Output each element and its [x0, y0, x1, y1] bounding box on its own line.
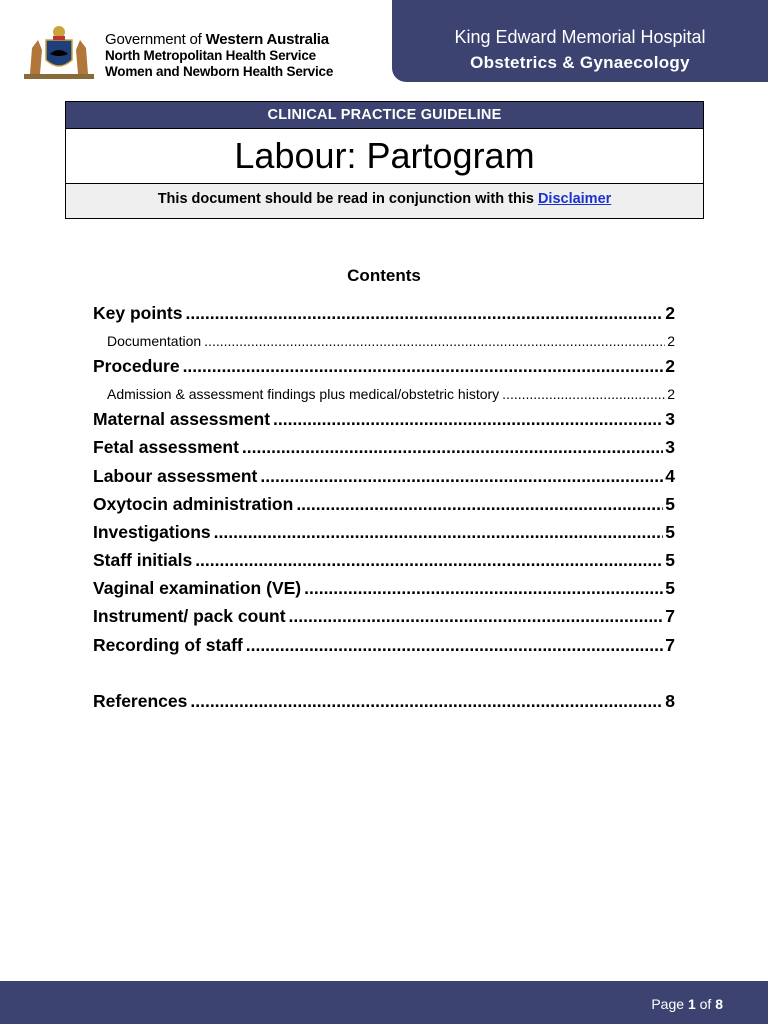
- toc-page-number: 3: [665, 437, 675, 457]
- toc-page-number: 8: [665, 691, 675, 711]
- toc-page-number: 5: [665, 522, 675, 542]
- guideline-category: CLINICAL PRACTICE GUIDELINE: [66, 102, 703, 129]
- department-name: Obstetrics & Gynaecology: [470, 53, 690, 72]
- toc-page-number: 7: [665, 635, 675, 655]
- toc-entry-label: References: [93, 691, 188, 711]
- toc-entry-admission-assessment[interactable]: [93, 386, 675, 402]
- toc-entry-label: Vaginal examination (VE): [93, 578, 302, 598]
- toc-dot-leader: [242, 437, 663, 458]
- toc-entry-label: Maternal assessment: [93, 409, 271, 429]
- toc-entry-key-points[interactable]: [93, 303, 675, 324]
- contents-heading: Contents: [347, 266, 421, 285]
- guideline-title-box: [65, 101, 704, 219]
- toc-dot-leader: [304, 578, 663, 599]
- toc-dot-leader: [502, 386, 665, 402]
- coat-of-arms-icon: [20, 22, 98, 82]
- toc-page-number: 5: [665, 578, 675, 598]
- toc-page-number: 4: [665, 466, 675, 486]
- disclaimer-link[interactable]: Disclaimer: [537, 191, 612, 207]
- toc-entry-label: Fetal assessment: [93, 437, 239, 457]
- toc-entry-references[interactable]: [93, 691, 675, 712]
- toc-entry-labour-assessment[interactable]: [93, 466, 675, 487]
- toc-entry-label: Oxytocin administration: [93, 494, 294, 514]
- toc-entry-procedure[interactable]: [93, 356, 675, 377]
- toc-dot-leader: [183, 356, 664, 377]
- toc-dot-leader: [214, 522, 664, 543]
- toc-dot-leader: [190, 691, 663, 712]
- disclaimer-notice: [66, 184, 703, 218]
- toc-dot-leader: [289, 606, 664, 627]
- toc-dot-leader: [273, 409, 663, 430]
- toc-entry-label: Labour assessment: [93, 466, 258, 486]
- toc-entry-oxytocin-administration[interactable]: [93, 494, 675, 515]
- toc-entry-fetal-assessment[interactable]: [93, 437, 675, 458]
- toc-page-number: 5: [665, 494, 675, 514]
- toc-entry-maternal-assessment[interactable]: [93, 409, 675, 430]
- page-footer: [0, 981, 768, 1024]
- toc-entry-label: Key points: [93, 303, 183, 323]
- toc-entry-label: Instrument/ pack count: [93, 606, 286, 626]
- toc-entry-label: Investigations: [93, 522, 211, 542]
- toc-entry-label: Staff initials: [93, 550, 193, 570]
- health-service-line1: North Metropolitan Health Service: [105, 48, 316, 63]
- disclaimer-text: This document should be read in conjunction with this: [157, 191, 534, 207]
- toc-entry-vaginal-examination[interactable]: [93, 578, 675, 599]
- toc-page-number: 3: [665, 409, 675, 429]
- page-title: Labour: Partogram: [66, 129, 703, 184]
- toc-page-number: 2: [667, 333, 675, 349]
- toc-entry-label: Documentation: [107, 333, 202, 349]
- page-indicator: Page 1 of 8: [651, 996, 723, 1012]
- toc-entry-documentation[interactable]: [93, 333, 675, 349]
- toc-entry-staff-initials[interactable]: [93, 550, 675, 571]
- toc-page-number: 2: [667, 386, 675, 402]
- toc-dot-leader: [296, 494, 663, 515]
- toc-entry-label: Recording of staff: [93, 635, 243, 655]
- hospital-banner: [392, 0, 768, 82]
- hospital-name: King Edward Memorial Hospital: [454, 27, 706, 47]
- toc-dot-leader: [246, 635, 664, 656]
- government-name: Government of Western Australia: [105, 31, 329, 48]
- organization-logo: [20, 22, 360, 84]
- toc-page-number: 5: [665, 550, 675, 570]
- toc-page-number: 2: [665, 303, 675, 323]
- toc-entry-label: Admission & assessment findings plus medical/obstetric history: [107, 386, 500, 402]
- toc-entry-recording-of-staff[interactable]: [93, 635, 675, 656]
- toc-entry-investigations[interactable]: [93, 522, 675, 543]
- toc-entry-instrument-pack-count[interactable]: [93, 606, 675, 627]
- toc-page-number: 2: [665, 356, 675, 376]
- toc-dot-leader: [260, 466, 663, 487]
- toc-page-number: 7: [665, 606, 675, 626]
- toc-dot-leader: [204, 333, 665, 349]
- toc-entry-label: Procedure: [93, 356, 180, 376]
- health-service-line2: Women and Newborn Health Service: [105, 64, 334, 79]
- toc-dot-leader: [185, 303, 663, 324]
- toc-dot-leader: [195, 550, 663, 571]
